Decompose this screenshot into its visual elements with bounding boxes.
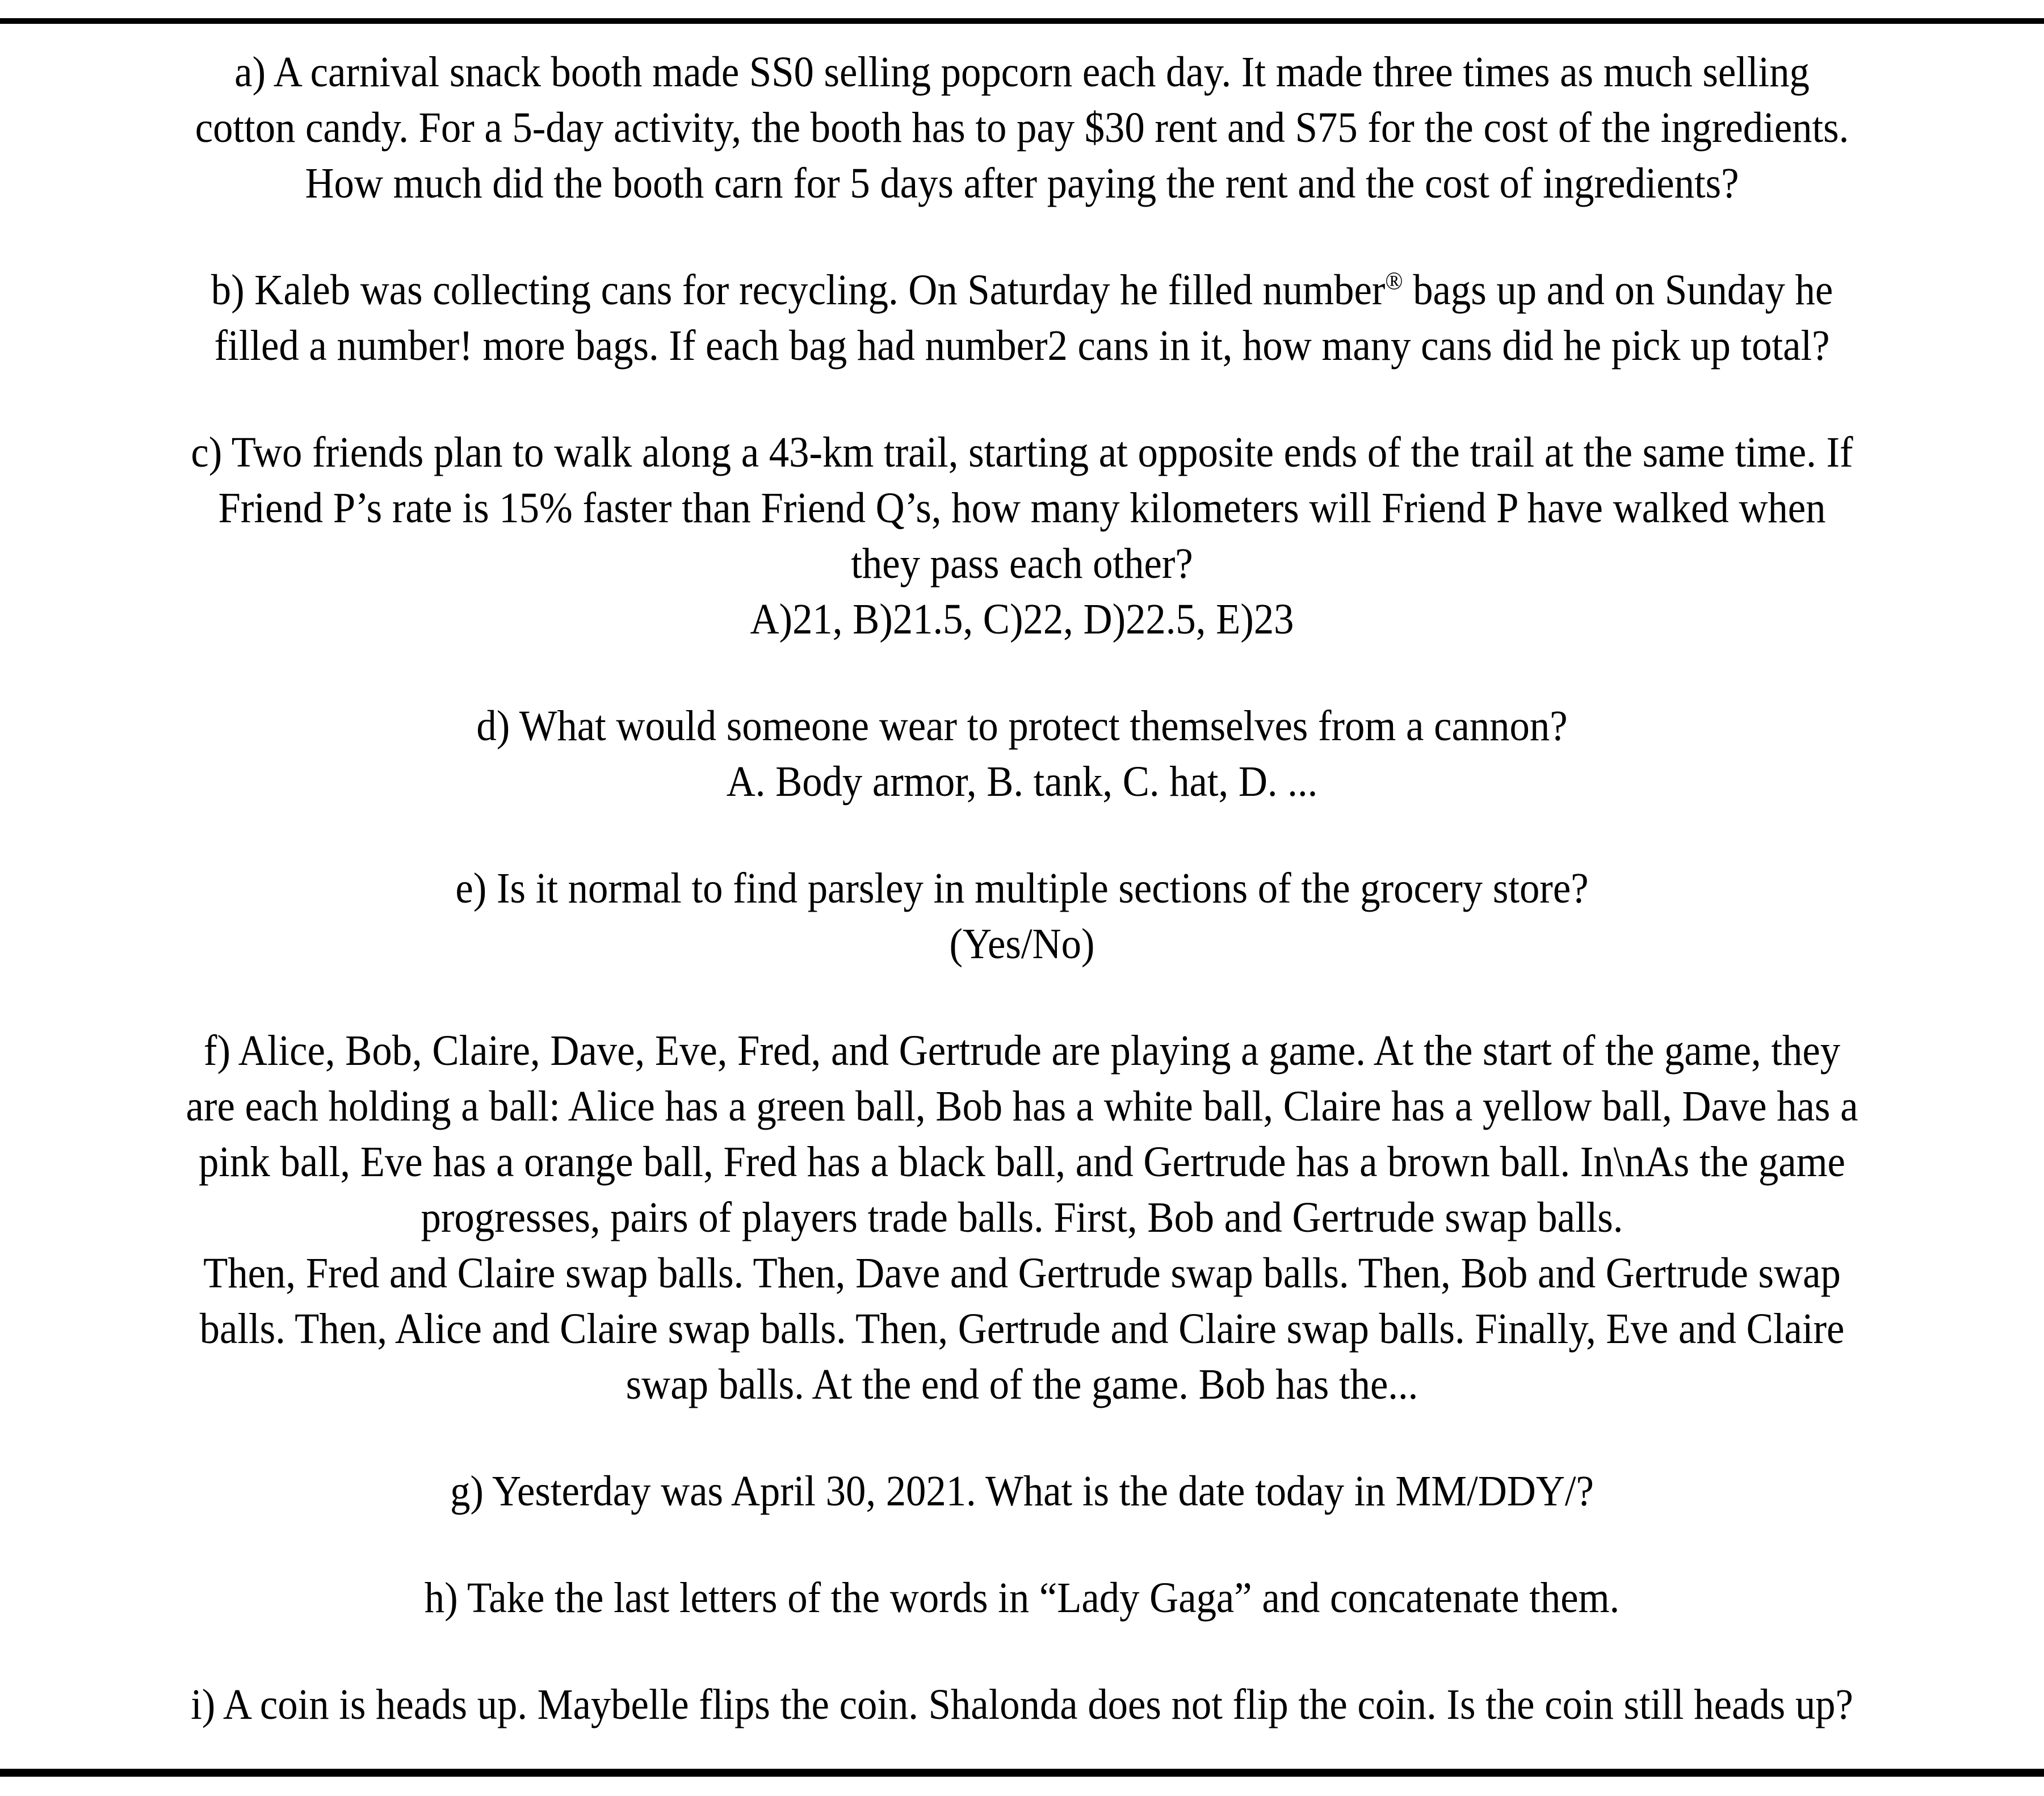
top-rule — [0, 18, 2044, 24]
questions-list — [103, 44, 1941, 1732]
question-c — [103, 425, 1941, 647]
question-a-line-1: a) A carnival snack booth made SS0 selling popcorn each day. It made three times as much selling — [234, 48, 1810, 96]
question-a-line-2: cotton candy. For a 5-day activity, the booth has to pay $30 rent and S75 for the cost of the ingredients. — [195, 104, 1849, 152]
question-b — [103, 262, 1941, 374]
question-b-line-1-tail: bags up and on Sunday he — [1403, 266, 1833, 314]
question-b-line-2: filled a number! more bags. If each bag had number2 cans in it, how many cans did he pick up total? — [214, 322, 1830, 370]
question-f-line-7: swap balls. At the end of the game. Bob has the... — [626, 1361, 1418, 1408]
question-c-options: A)21, B)21.5, C)22, D)22.5, E)23 — [750, 595, 1294, 643]
question-a — [103, 44, 1941, 211]
question-g — [103, 1463, 1941, 1519]
question-c-line-1: c) Two friends plan to walk along a 43-km trail, starting at opposite ends of the trail at the same time. If — [191, 429, 1853, 476]
question-i-line-1: i) A coin is heads up. Maybelle flips the coin. Shalonda does not flip the coin. Is the coin still heads up? — [191, 1681, 1853, 1728]
question-d-options: A. Body armor, B. tank, C. hat, D. ... — [726, 758, 1318, 805]
question-h — [103, 1570, 1941, 1626]
question-f-line-3: pink ball, Eve has a orange ball, Fred has a black ball, and Gertrude has a brown ball. In\nAs the game — [199, 1138, 1845, 1186]
question-c-line-3: they pass each other? — [851, 540, 1193, 588]
question-e-options: (Yes/No) — [949, 920, 1095, 968]
question-i — [103, 1677, 1941, 1732]
question-f-line-6: balls. Then, Alice and Claire swap balls. Then, Gertrude and Claire swap balls. Finally, Eve and Claire — [199, 1305, 1845, 1353]
registered-mark: ® — [1385, 267, 1403, 295]
question-e-line-1: e) Is it normal to find parsley in multiple sections of the grocery store? — [455, 865, 1589, 912]
question-g-line-1: g) Yesterday was April 30, 2021. What is the date today in MM/DDY/? — [450, 1467, 1594, 1515]
question-f — [103, 1023, 1941, 1412]
question-h-line-1: h) Take the last letters of the words in “Lady Gaga” and concatenate them. — [424, 1574, 1620, 1622]
question-b-line-1 — [103, 262, 1941, 318]
question-c-line-2: Friend P’s rate is 15% faster than Friend Q’s, how many kilometers will Friend P have walked when — [218, 484, 1826, 532]
question-a-line-3: How much did the booth carn for 5 days after paying the rent and the cost of ingredients? — [305, 160, 1739, 207]
question-f-line-2: are each holding a ball: Alice has a green ball, Bob has a white ball, Claire has a yellow ball, Dave has a — [186, 1082, 1858, 1130]
question-f-line-4: progresses, pairs of players trade balls. First, Bob and Gertrude swap balls. — [421, 1194, 1623, 1241]
question-d-line-1: d) What would someone wear to protect themselves from a cannon? — [476, 702, 1568, 750]
bottom-rule — [0, 1769, 2044, 1777]
question-d — [103, 698, 1941, 809]
question-e — [103, 861, 1941, 972]
question-b-line-1-text: b) Kaleb was collecting cans for recycling. On Saturday he filled number — [211, 266, 1386, 314]
question-f-line-1: f) Alice, Bob, Claire, Dave, Eve, Fred, and Gertrude are playing a game. At the start of the game, they — [203, 1027, 1841, 1075]
question-f-line-5: Then, Fred and Claire swap balls. Then, Dave and Gertrude swap balls. Then, Bob and Gertrude swap — [203, 1249, 1841, 1297]
